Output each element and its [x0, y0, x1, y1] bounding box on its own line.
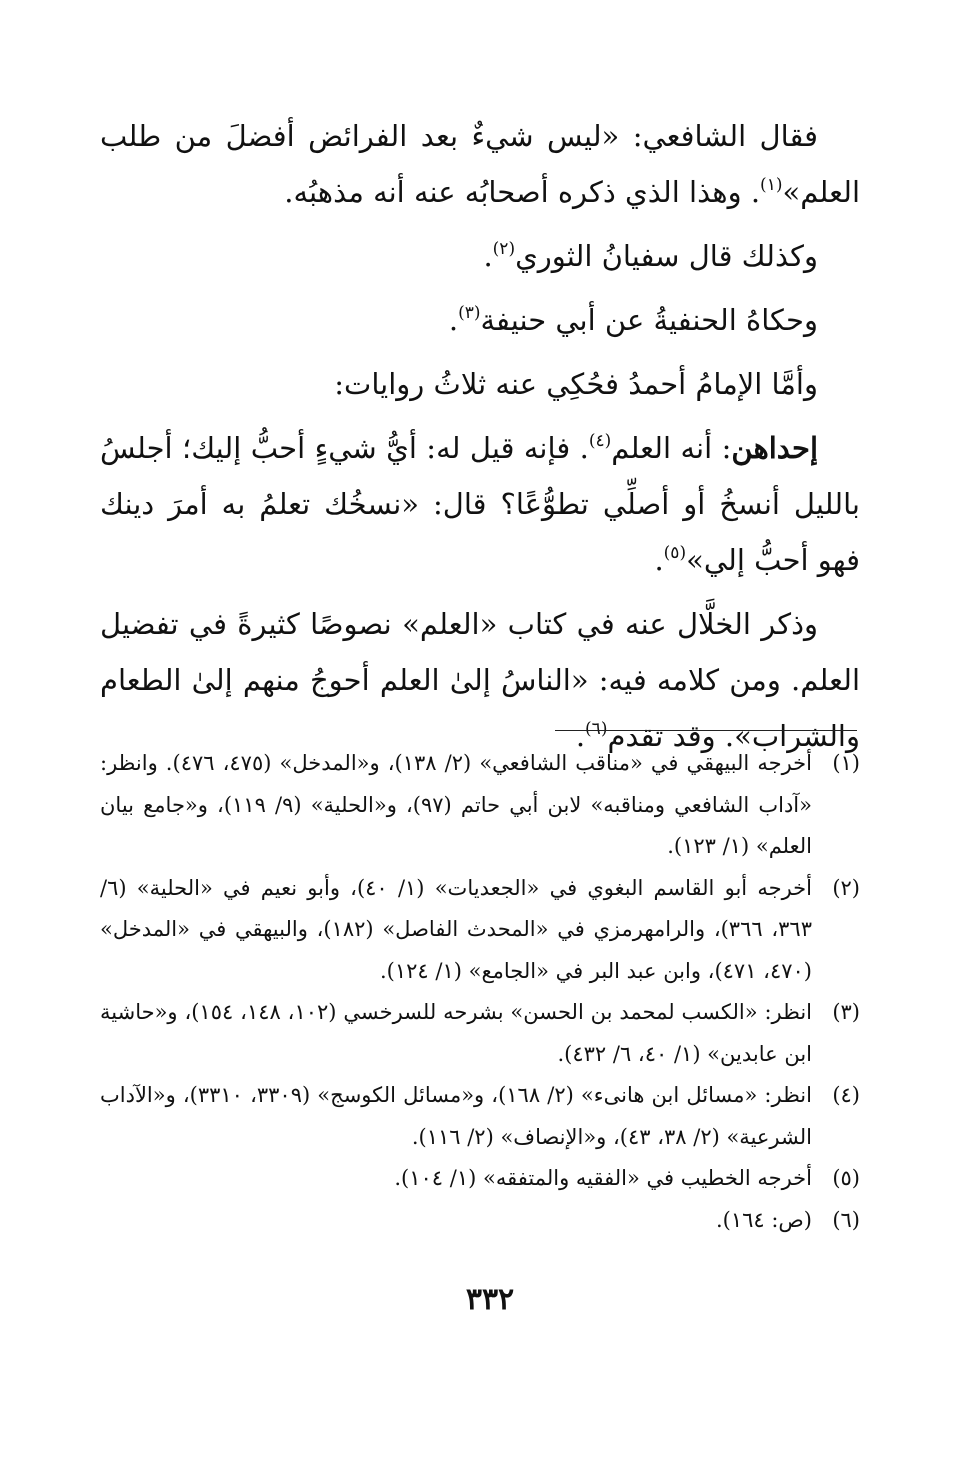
footnote-4	[100, 1075, 860, 1158]
paragraph-1	[100, 108, 860, 220]
footnote-number: (٦)	[832, 1207, 860, 1232]
paragraph-5-tail: . فإنه قيل له: أيُّ شيءٍ أحبُّ إليك؛ أجلسُ بالليل أنسخُ أو أصلِّي تطوُّعًا؟ قال: «نسخُك تعلمُ به أمرَ دينك فهو أحبُّ إلي»	[100, 431, 860, 577]
footnote-number: (١)	[832, 751, 860, 775]
paragraph-2-tail: .	[483, 239, 493, 273]
paragraph-3-tail: .	[448, 303, 459, 337]
footnote-separator	[555, 730, 857, 731]
footnote-number: (٥)	[832, 1166, 860, 1190]
paragraph-5	[100, 420, 860, 588]
footnote-text: (ص: ١٦٤).	[715, 1207, 812, 1232]
paragraph-5-text: : أنه العلم	[611, 431, 732, 465]
footnote-number: (٣)	[832, 1000, 860, 1024]
paragraph-5-lead: إحداهن	[731, 431, 819, 465]
paragraph-2	[100, 228, 860, 284]
footnote-3	[100, 992, 860, 1075]
footnote-6	[100, 1200, 860, 1242]
page-number: ٣٣٢	[465, 1282, 515, 1317]
paragraph-3	[100, 292, 860, 348]
paragraph-6-text: وذكر الخلَّال عنه في كتاب «العلم» نصوصًا كثيرةً في تفضيل العلم. ومن كلامه فيه: «الناسُ إلىٰ العلم أحوجُ منهم إلىٰ الطعام والشراب». وقد تقدم	[100, 607, 860, 753]
footnote-ref-5[interactable]: (٥)	[663, 543, 687, 563]
footnote-1	[100, 743, 860, 868]
footnote-text: انظر: «مسائل ابن هانىء» (٢/ ١٦٨)، و«مسائل الكوسج» (٣٣٠٩، ٣٣١٠)، و«الآداب الشرعية» (٢/ ٣٨، ٤٣)، و«الإنصاف» (٢/ ١١٦).	[100, 1083, 812, 1149]
footnote-5	[100, 1158, 860, 1200]
footnote-ref-1[interactable]: (١)	[760, 175, 783, 195]
footnote-ref-4[interactable]: (٤)	[588, 431, 612, 451]
footnote-ref-6[interactable]: (٦)	[585, 719, 608, 739]
paragraph-2-text: وكذلك قال سفيانُ الثوري	[515, 239, 818, 273]
footnote-text: أخرجه أبو القاسم البغوي في «الجعديات» (١/ ٤٠)، وأبو نعيم في «الحلية» (٦/ ٣٦٣، ٣٦٦)، والرامهرمزي في «المحدث الفاصل» (١٨٢)، والبيهقي في «المدخل» (٤٧٠، ٤٧١)، وابن عبد البر في «الجامع» (١/ ١٢٤).	[100, 875, 812, 983]
footnote-number: (٢)	[832, 875, 860, 900]
paragraph-4-text: وأمَّا الإمامُ أحمدُ فحُكِي عنه ثلاثُ روايات:	[334, 367, 818, 401]
footnote-2	[100, 868, 860, 993]
paragraph-4	[100, 356, 860, 412]
footnote-text: انظر: «الكسب لمحمد بن الحسن» بشرحه للسرخسي (١٠٢، ١٤٨، ١٥٤)، و«حاشية ابن عابدين» (١/ ٤٠، ٦/ ٤٣٢).	[100, 1000, 813, 1066]
paragraph-5-tail-2: .	[654, 543, 664, 577]
paragraph-1-text: فقال الشافعي: «ليس شيءٌ بعد الفرائض أفضلَ من طلب العلم»	[100, 119, 860, 209]
paragraph-6	[100, 596, 860, 764]
footnote-number: (٤)	[832, 1083, 860, 1107]
paragraph-6-tail: .	[575, 719, 586, 753]
paragraph-1-tail: . وهذا الذي ذكره أصحابُه عنه أنه مذهبُه.	[284, 175, 761, 209]
footnote-ref-2[interactable]: (٢)	[492, 239, 516, 259]
main-text	[100, 108, 860, 764]
footnotes	[100, 743, 860, 1241]
footnote-text: أخرجه الخطيب في «الفقيه والمتفقه» (١/ ١٠٤).	[394, 1166, 812, 1190]
footnote-ref-3[interactable]: (٣)	[458, 303, 481, 323]
paragraph-3-text: وحكاهُ الحنفيةُ عن أبي حنيفة	[480, 303, 818, 337]
footnote-text: أخرجه البيهقي في «مناقب الشافعي» (٢/ ١٣٨)، و«المدخل» (٤٧٥، ٤٧٦). وانظر: «آداب الشافعي ومناقبه» لابن أبي حاتم (٩٧)، و«الحلية» (٩/ ١١٩)، و«جامع بيان العلم» (١/ ١٢٣).	[100, 751, 812, 858]
